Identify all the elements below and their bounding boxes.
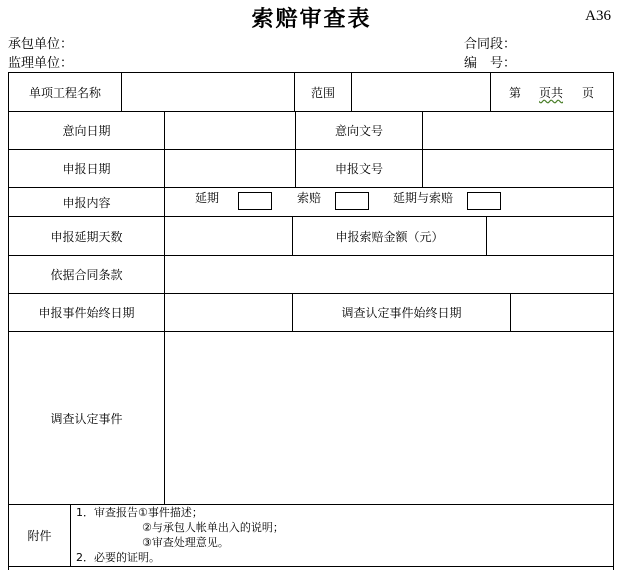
report-doc-no-field[interactable] xyxy=(423,150,613,187)
verified-event-label: 调查认定事件 xyxy=(50,411,123,426)
intent-doc-no-field[interactable] xyxy=(423,112,613,149)
report-extension-days-field[interactable] xyxy=(165,217,292,255)
report-date-label: 申报日期 xyxy=(62,162,111,176)
report-content-label: 申报内容 xyxy=(62,195,111,210)
number-label: 编 号： xyxy=(464,56,517,71)
single-project-name-label: 单项工程名称 xyxy=(28,85,101,100)
attachment-line: 1．审查报告①事件描述； xyxy=(76,506,203,519)
table-border-right xyxy=(613,72,614,570)
form-code: A36 xyxy=(585,8,611,24)
attachment-list xyxy=(76,505,284,565)
option-extension-and-claim-label: 延期与索赔 xyxy=(393,191,454,205)
attachment-line: 2．必要的证明。 xyxy=(76,551,160,564)
page-prefix: 第 xyxy=(509,86,522,100)
scope-field[interactable] xyxy=(352,73,490,111)
report-claim-amount-label: 申报索赔金额（元） xyxy=(335,229,444,244)
contractor-label: 承包单位： xyxy=(8,37,74,52)
report-date-field[interactable] xyxy=(165,150,295,187)
row-divider xyxy=(8,566,614,567)
intent-date-label: 意向日期 xyxy=(62,124,111,138)
scope-label: 范围 xyxy=(310,85,335,100)
verified-event-field[interactable] xyxy=(165,332,613,504)
document-title: 索赔审查表 xyxy=(251,6,372,32)
intent-date-field[interactable] xyxy=(165,112,295,149)
contract-clause-field[interactable] xyxy=(165,256,613,293)
single-project-name-field[interactable] xyxy=(122,73,294,111)
attachment-line: ②与承包人帐单出入的说明； xyxy=(142,521,284,534)
option-extension-and-claim-checkbox[interactable] xyxy=(467,192,501,210)
option-extension-label: 延期 xyxy=(195,191,220,205)
page-middle: 页共 xyxy=(539,86,564,100)
report-doc-no-label: 申报文号 xyxy=(334,162,383,176)
verified-event-period-label: 调查认定事件始终日期 xyxy=(341,306,462,320)
option-extension-checkbox[interactable] xyxy=(238,192,272,210)
option-claim-checkbox[interactable] xyxy=(335,192,369,210)
verified-event-period-field[interactable] xyxy=(511,294,613,331)
col-divider xyxy=(490,72,491,111)
report-event-period-field[interactable] xyxy=(165,294,292,331)
option-claim-label: 索赔 xyxy=(297,191,322,205)
col-divider xyxy=(164,187,165,216)
attachment-line: ③审查处理意见。 xyxy=(142,536,229,549)
report-claim-amount-field[interactable] xyxy=(487,217,613,255)
report-event-period-label: 申报事件始终日期 xyxy=(38,306,135,320)
contract-section-label: 合同段： xyxy=(464,37,517,52)
report-extension-days-label: 申报延期天数 xyxy=(50,229,123,244)
contract-clause-label: 依据合同条款 xyxy=(50,268,123,282)
supervisor-label: 监理单位： xyxy=(8,56,74,71)
col-divider xyxy=(70,504,71,566)
page-suffix: 页 xyxy=(582,86,595,100)
attachment-label: 附件 xyxy=(27,529,52,543)
intent-doc-no-label: 意向文号 xyxy=(334,124,383,138)
